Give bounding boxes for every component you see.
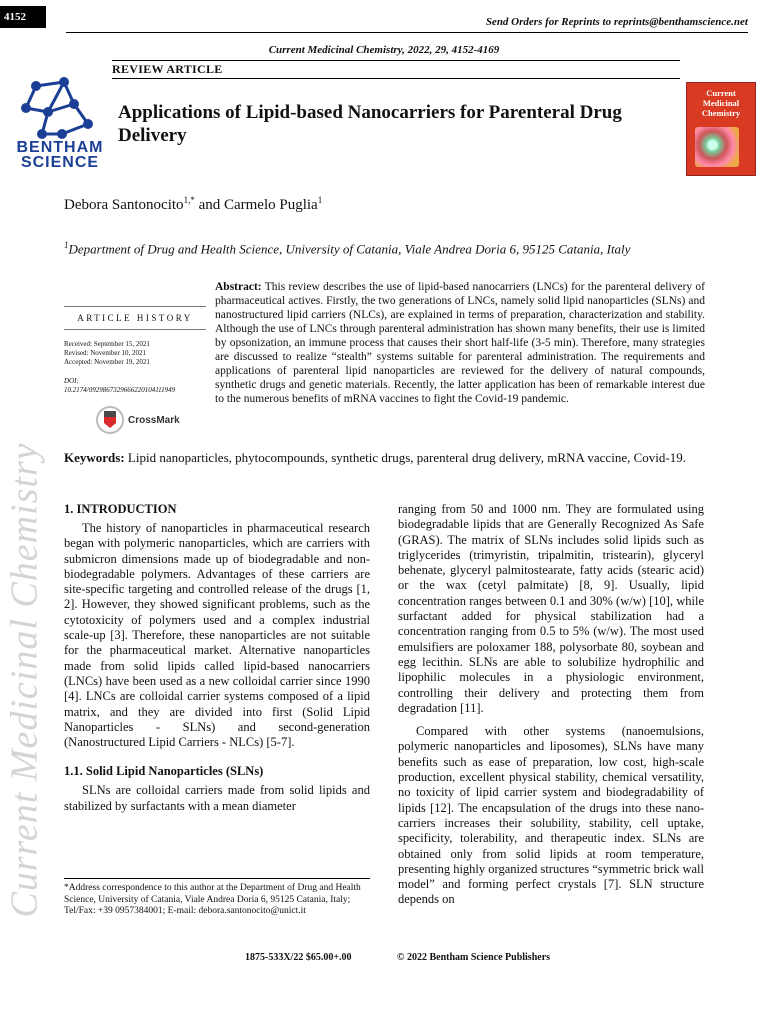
author-name: Carmelo Puglia [223, 197, 318, 213]
copyright: © 2022 Bentham Science Publishers [397, 952, 551, 963]
author-affiliation-mark: 1 [317, 195, 323, 205]
page-number: 4152 [0, 6, 46, 28]
correspondence-footnote: *Address correspondence to this author at the Department of Drug and Health Science, University of Catania, Viale Andrea Doria 6, 95125 Catania, Italy; Tel/Fax: +39 0957384001; E-mail: debora.santonocito@unict.it [64, 878, 370, 918]
received-date: Received: September 15, 2021 [64, 340, 150, 348]
article-type-label: REVIEW ARTICLE [112, 60, 680, 79]
accepted-date: Accepted: November 19, 2021 [64, 358, 150, 366]
article-history-heading: ARTICLE HISTORY [64, 306, 206, 330]
crossmark-icon[interactable] [96, 405, 124, 435]
publisher-logo-text: BENTHAM SCIENCE [16, 139, 104, 171]
author-joiner: and [194, 197, 224, 213]
abstract-label: Abstract: [215, 281, 262, 293]
journal-sidebar-watermark [5, 385, 45, 975]
keywords-text: Lipid nanoparticles, phytocompounds, synthetic drugs, parenteral drug delivery, mRNA vaccine, Covid-19. [127, 450, 686, 465]
doi-link[interactable]: 10.2174/0929867329666220104111949 [64, 386, 176, 394]
paragraph: The history of nanoparticles in pharmaceutical research began with polymeric nanoparticles, which are carriers with submicron dimensions made up of biodegradable and non-biodegradable polymers. Advantages of these carriers are site-specific targeting and controlled release of the drugs [1, 2]. However, they showed significant problems, such as the cytotoxicity of polymers used and a complex industrial scale-up [3]. Therefore, these nanoparticles are not suitable for the pharmaceutical market. Alternative nanoparticles made from solid lipids called lipid-based nanocarriers (LNCs) have been used as a new colloidal carrier since 1990 [4]. LNCs are colloidal carrier systems composed of a lipid matrix, and they are divided into first (Solid Lipid Nanoparticles - SLNs) and second-generation (Nanostructured Lipid Carriers - NLCs) [5-7]. [64, 521, 370, 750]
article-history [64, 306, 206, 395]
abstract-text: This review describes the use of lipid-based nanocarriers (LNCs) for the parenteral delivery of pharmaceutical actives. Firstly, the two generations of LNCs, namely solid lipid nanoparticles (SLNs) and nanostructured lipid carriers (NLCs), are explained in terms of preparation, characterization and stability. Although the use of LNCs through parenteral administration has shown many benefits, their use is limited by opsonization, an immune process that causes their short half-life (3-5 min). Therefore, many strategies are discussed to realize “stealth” systems suitable for parenteral administration. The requirements and applications of parenteral lipid nanoparticles are reviewed for the delivery of natural compounds, synthetic drugs and genetic materials. Recently, the latter application has been of remarkable interest due to the numerous benefits of mRNA vaccines to fight the Covid-19 pandemic. [215, 281, 705, 405]
affiliation-text: Department of Drug and Health Science, University of Catania, Viale Andrea Doria 6, 95125 Catania, Italy [68, 241, 631, 257]
sidebar-text: Current Medicinal Chemistry [4, 442, 46, 918]
cover-art [695, 127, 739, 167]
affiliation-mark: 1 [64, 240, 69, 250]
abstract [215, 280, 705, 406]
paragraph: Compared with other systems (nanoemulsions, polymeric nanoparticles and liposomes), SLNs have many benefits such as ease of preparation, low cost, high-scale production, excellent physical stability, chemical versatility, no toxicity of lipid carrier system and biodegradability of lipids [12]. The encapsulation of the drugs into these nano-carriers increases their solubility, stability, cell uptake, specificity, tolerability, and therapeutic index. SLNs are obtained only from solid lipids at room temperature, presenting highly organized structures “symmetric brick wall model” and forming perfect crystals [7]. SLN structure depends on [398, 724, 704, 907]
doi-label: DOI: [64, 377, 79, 385]
revised-date: Revised: November 10, 2021 [64, 349, 147, 357]
paragraph: ranging from 50 and 1000 nm. They are formulated using biodegradable lipids that are Generally Recognized As Safe (GRAS). The matrix of SLNs includes solid lipids such as triglycerides (trimyristin, tripalmitin, tristearin), glyceryl behenate, glyceryl palmitostearate, fatty acids (stearic acid) or the wax (cetyl palmitate) [8, 9]. Usually, lipid concentration ranges between 0.1 and 30% (w/w) [10], while surfactant added for physical stabilization had a concentration ranging from 0.5 to 5% (w/w). The most used emulsifiers are poloxamer 188, polysorbate 80, soybean and egg lecithin. SLNs are able to solubilize hydrophilic and lipophilic molecules in a physiologic environment, controlling their delivery and protecting them from degradation [11]. [398, 502, 704, 715]
doi-block [64, 377, 206, 395]
keywords-label: Keywords: [64, 450, 125, 465]
section-heading: 1. INTRODUCTION [64, 502, 177, 516]
history-dates [64, 340, 206, 367]
affiliation [64, 238, 704, 256]
body-column-left [64, 502, 370, 814]
cover-title: Current Medicinal Chemistry [701, 88, 741, 118]
issn-price: 1875-533X/22 $65.00+.00 [245, 952, 352, 963]
keywords [64, 450, 704, 465]
author-name: Debora Santonocito [64, 197, 184, 213]
article-title: Applications of Lipid-based Nanocarriers for Parenteral Drug Delivery [118, 102, 622, 146]
author-list [64, 195, 322, 214]
bentham-logo-icon [16, 76, 100, 140]
top-rule [66, 32, 748, 33]
paragraph: SLNs are colloidal carriers made from solid lipids and stabilized by surfactants with a mean diameter [64, 783, 370, 813]
journal-citation: Current Medicinal Chemistry, 2022, 29, 4152-4169 [268, 44, 500, 56]
author-affiliation-mark: 1,* [183, 195, 195, 205]
reprints-notice: Send Orders for Reprints to reprints@benthamscience.net [485, 16, 748, 28]
body-column-right [398, 502, 704, 908]
subsection-heading: 1.1. Solid Lipid Nanoparticles (SLNs) [64, 764, 264, 779]
crossmark-label[interactable]: CrossMark [128, 415, 180, 426]
journal-cover [686, 82, 756, 176]
